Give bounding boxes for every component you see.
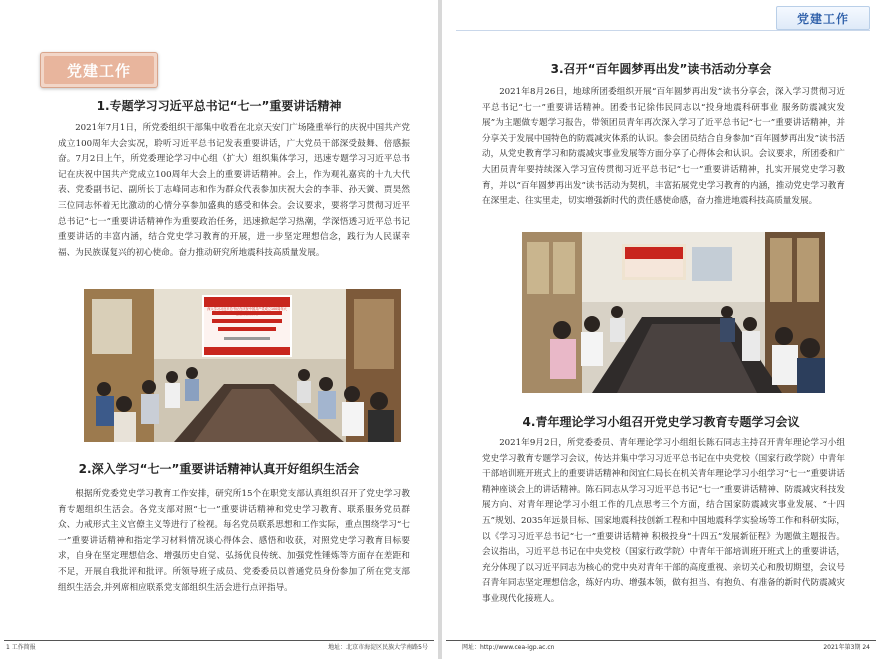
article2-title: 2.深入学习“七一”重要讲话精神认真开好组织生活会 — [78, 462, 360, 476]
footer-left-address: 地址：北京市海淀区民族大学南路5号 — [328, 644, 428, 651]
article1-title: 1.专题学习习近平总书记“七一”重要讲话精神 — [96, 99, 342, 113]
section-badge-label: 党建工作 — [44, 56, 154, 84]
footer-rule-right — [446, 640, 876, 641]
article4-title: 4.青年理论学习小组召开党史学习教育专题学习会议 — [522, 415, 800, 429]
footer-rule-left — [4, 640, 434, 641]
article3-title: 3.召开“百年圆梦再出发”读书活动分享会 — [550, 62, 772, 76]
header-rule — [456, 30, 870, 31]
section-badge — [40, 52, 158, 88]
footer-right-issue-page: 2021年第3期 24 — [823, 644, 870, 651]
footer-left-page-number: 1 工作简报 — [6, 644, 36, 651]
meeting-photo-2 — [522, 232, 825, 393]
footer-right-website: 网址：http://www.cea-igp.ac.cn — [462, 644, 555, 651]
article4-body: 2021年9月2日，所党委委员、青年理论学习小组组长陈石同志主持召开青年理论学习小组党史学习教育专题学习会议，传达并集中学习习近平总书记在中央党校（国家行政学院）中青年干部培训班开班式上的重要讲话精神和闵宜仁局长在机关青年理论学习小组学习“七一”重要讲话精神座谈会上的讲话精神。陈石同志从学习习近平总书记“七一”重要讲话精神、防震减灾科技发展方向、对青年理论学习小组工作的几点思考三个方面，结合国家防震减灾事业发展、“十四五”规划、2035年远景目标、国家地震科技创新工程和中国地震科学实验场等工作和科研实际，以《学习习近平总书记“七一”重要讲话精神 积极投身“十四五”发展新征程》为题做主题报告。会议指出，习近平总书记在中央党校（国家行政学院）中青年干部培训班开班式上的重要讲话，充分体现了以习近平同志为核心的党中央对青年干部的高度重视、亲切关心和殷切期望，会议号召青年同志坚定理想信念，练好内功、增强本领，做有担当、有抱负、有准备的新时代防震减灾事业现代化接班人。 — [482, 438, 845, 604]
left-page — [0, 0, 438, 659]
article3-body: 2021年8月26日，地球所团委组织开展“百年圆梦再出发”读书分享会，深入学习贯彻习近平总书记“七一”重要讲话精神。团委书记徐伟民同志以“投身地震科研事业 服务防震减灾发展”为主题做专题学习报告，带领团员青年再次深入学习了近平总书记“七一”重要讲话精神，并分享关于发展中国特色的防震减灾体系的认识。参会团员结合自身参加“百年圆梦再出发”读书活动，从党史教育学习和防震减灾事业发展等方面分享了心得体会和认识。会议要求，所团委和广大团员青年要持续深入学习宣传贯彻习近平总书记“七一”重要讲话精神，扎实开展党史学习教育，并以“百年圆梦再出发”读书活动为契机，丰富拓展党史学习教育的内涵，推动党史学习教育在深里走、往实里走，切实增强新时代的责任感使命感，奋力推进地震科技高质量发展。 — [482, 87, 845, 207]
article2-body: 根据所党委党史学习教育工作安排，研究所15个在职党支部认真组织召开了党史学习教育专题组织生活会。各党支部对照“七一”重要讲话精神和党史学习教育、联系服务党员群众、力戒形式主义官僚主义等进行了检视。每名党员联系思想和工作实际，重点围绕学习“七一”重要讲话精神和指定学习材料情况谈心得体会、感悟和收获，对照党史学习教育目标要求，自身在坚定理想信念、增强历史自觉、弘扬优良传统、加强党性锤炼等方面存在差距和不足，开展自我批评和批评。所领导班子成员、党委委员以普通党员身份参加了所在党支部组织生活会,并列席相应联系党支部组织生活会进行点评指导。 — [58, 489, 410, 593]
article1-body: 2021年7月1日，所党委组织干部集中收看在北京天安门广场隆重举行的庆祝中国共产党成立100周年大会实况，聆听习近平总书记发表重要讲话，广大党员干部深受鼓舞、倍感振奋。7月2日上午，所党委理论学习中心组（扩大）组织集体学习，迅速专题学习习近平总书记在庆祝中国共产党成立100周年大会上的重要讲话精神。会上，作为观礼嘉宾的十九大代表、党委副书记、副所长丁志峰同志和作为群众代表参加庆祝大会的李菲、孙天黉、贾昊然三位同志怀着无比激动的心情分享参加盛典的感受和体会。会议要求，要将学习贯彻习近平总书记“七一”重要讲话精神作为重要政治任务，迅速掀起学习热潮，学深悟透习近平总书记重要讲话的丰富内涵，结合党史学习教育的开展，进一步坚定理想信念，践行为人民谋幸福、为民族谋复兴的初心使命。奋力推动研究所地震科技高质量发展。 — [58, 123, 410, 258]
right-page — [442, 0, 880, 659]
section-badge-right: 党建工作 — [776, 6, 870, 30]
meeting-photo-1 — [84, 289, 401, 442]
photo1-screen-text: 深入学习习近平总书记在庆祝中国共产党成立100周年大会上的重要讲话 — [207, 307, 287, 316]
